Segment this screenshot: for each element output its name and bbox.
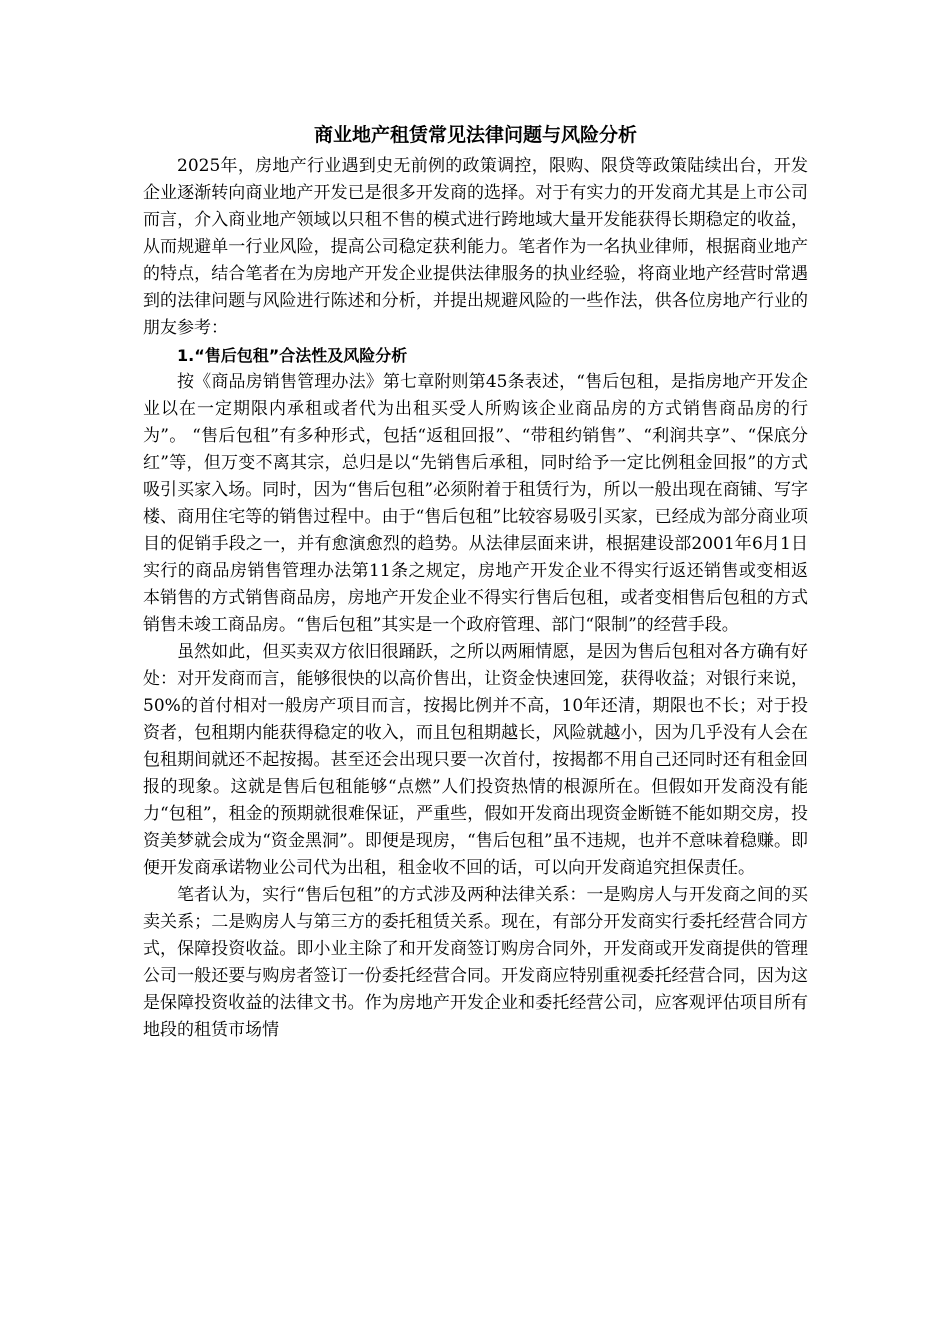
document-page (143, 117, 808, 1044)
paragraph-benefits: 虽然如此，但买卖双方依旧很踊跃，之所以两厢情愿，是因为售后包租对各方确有好处：对开发商而言，能够很快的以高价售出，让资金快速回笼，获得收益；对银行来说，50%的首付相对一般房产项目而言，按揭比例并不高，10年还清，期限也不长；对于投资者，包租期内能获得稳定的收入，而且包租期越长，风险就越小，因为几乎没有人会在包租期间就还不起按揭。甚至还会出现只要一次首付，按揭都不用自己还同时还有租金回报的现象。这就是售后包租能够“点燃”人们投资热情的根源所在。但假如开发商没有能力“包租”，租金的预期就很难保证，严重些，假如开发商出现资金断链不能如期交房，投资美梦就会成为“资金黑洞”。即便是现房，“售后包租”虽不违规，也并不意味着稳赚。即便开发商承诺物业公司代为出租，租金收不回的话，可以向开发商追究担保责任。 (143, 642, 808, 878)
paragraph-definition: 按《商品房销售管理办法》第七章附则第45条表述，“售后包租，是指房地产开发企业以在一定期限内承租或者代为出租买受人所购该企业商品房的方式销售商品房的行为”。 “售后包租”有多种形式，包括“返租回报”、“带租约销售”、“利润共享”、“保底分红”等，但万变不离其宗，总归是以“先销售后承租，同时给予一定比例租金回报”的方式吸引买家入场。同时，因为“售后包租”必须附着于租赁行为，所以一般出现在商铺、写字楼、商用住宅等的销售过程中。由于“售后包租”比较容易吸引买家，已经成为部分商业项目的促销手段之一，并有愈演愈烈的趋势。从法律层面来讲，根据建设部2001年6月1日实行的商品房销售管理办法第11条之规定，房地产开发企业不得实行返还销售或变相返本销售的方式销售商品房，房地产开发企业不得实行售后包租，或者变相售后包租的方式销售未竣工商品房。“售后包租”其实是一个政府管理、部门“限制”的经营手段。 (143, 372, 808, 635)
paragraph-intro: 2025年，房地产行业遇到史无前例的政策调控，限购、限贷等政策陆续出台，开发企业逐渐转向商业地产开发已是很多开发商的选择。对于有实力的开发商尤其是上市公司而言，介入商业地产领域以只租不售的模式进行跨地域大量开发能获得长期稳定的收益，从而规避单一行业风险，提高公司稳定获利能力。笔者作为一名执业律师，根据商业地产的特点，结合笔者在为房地产开发企业提供法律服务的执业经验，将商业地产经营时常遇到的法律问题与风险进行陈述和分析，并提出规避风险的一些作法，供各位房地产行业的朋友参考： (143, 156, 808, 338)
document-title: 商业地产租赁常见法律问题与风险分析 (313, 124, 637, 146)
paragraph-legal-relations: 笔者认为，实行“售后包租”的方式涉及两种法律关系：一是购房人与开发商之间的买卖关系；二是购房人与第三方的委托租赁关系。现在，有部分开发商实行委托经营合同方式，保障投资收益。即小业主除了和开发商签订购房合同外，开发商或开发商提供的管理公司一般还要与购房者签订一份委托经营合同。开发商应特别重视委托经营合同，因为这是保障投资收益的法律文书。作为房地产开发企业和委托经营公司，应客观评估项目所有地段的租赁市场情 (143, 885, 808, 1040)
section-heading: 1.“售后包租”合法性及风险分析 (177, 346, 408, 365)
